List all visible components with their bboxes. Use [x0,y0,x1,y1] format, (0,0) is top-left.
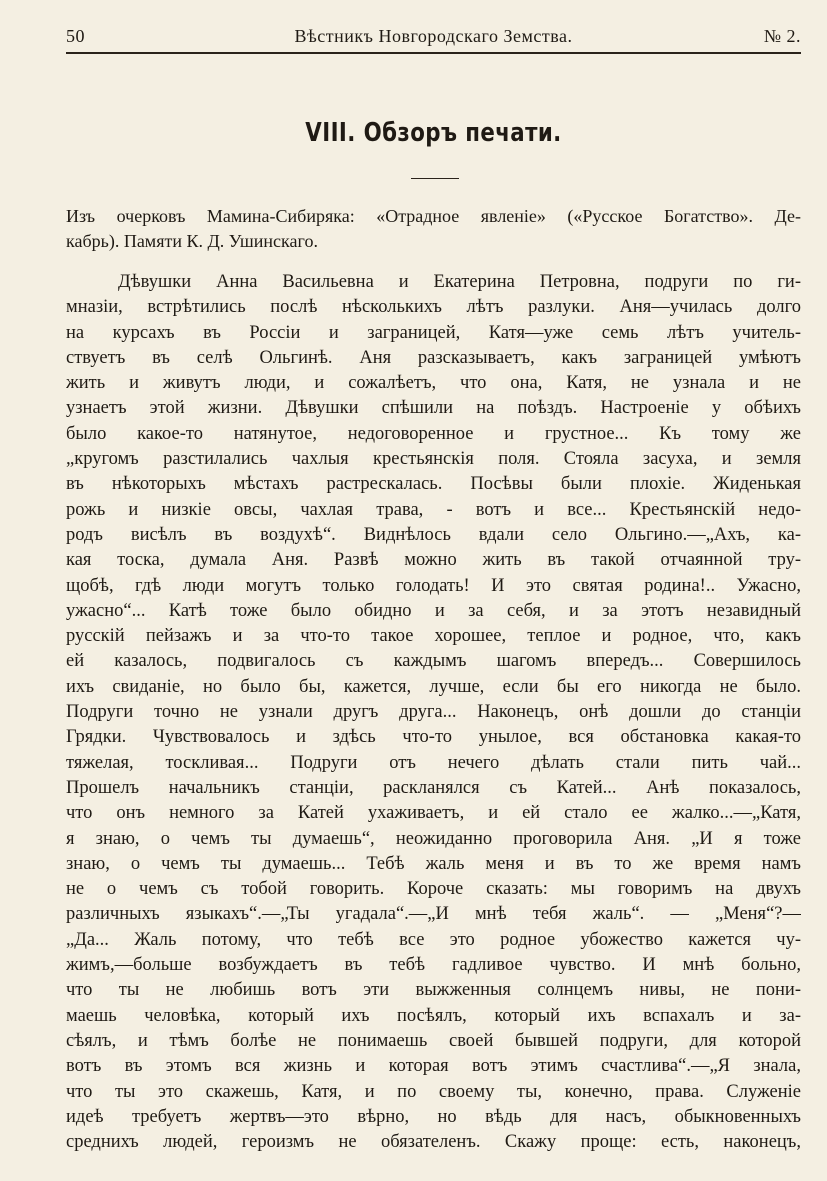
body-text-line: Грядки. Чувствовалось и здѣсь что-то унылое, вся обстановка какая-то [66,727,801,748]
body-text-line: рожь и низкіе овсы, чахлая трава, - вотъ и все... Крестьянскій недо- [66,499,801,520]
section-title: VIII. Обзоръ печати. [305,118,562,148]
body-text-line: я знаю, о чемъ ты думаешь“, неожиданно проговорила Аня. „И я тоже [66,828,801,849]
body-text-line: различныхъ языкахъ“.—„Ты угадала“.—„И мнѣ тебя жаль“. — „Меня“?— [66,904,801,925]
body-text-line: жить и живутъ люди, и сожалѣетъ, что она, Катя, не узнала и не [66,373,801,394]
body-text-line: тяжелая, тоскливая... Подруги отъ нечего дѣлать стали пить чай... [66,752,801,773]
body-text-line: жимъ,—больше возбуждаетъ въ тебѣ гадливое чувство. И мнѣ больно, [66,955,801,976]
body-text-line: кая тоска, думала Аня. Развѣ можно жить въ такой отчаянной тру- [66,550,801,571]
body-text-line: „кругомъ разстилались чахлыя крестьянскія поля. Стояла засуха, и земля [66,449,801,470]
header-rule [66,52,801,54]
body-text-line: что ты не любишь вотъ эти выжженныя солнцемъ нивы, не пони- [66,980,801,1001]
body-text-line: сѣялъ, и тѣмъ болѣе не понимаешь своей бывшей подруги, для которой [66,1030,801,1051]
subtitle [66,204,801,254]
body-text-line: маешь человѣка, который ихъ посѣялъ, который ихъ вспахалъ и за- [66,1005,801,1026]
subtitle-line: кабрь). Памяти К. Д. Ушинскаго. [66,231,318,251]
body-text-line: идеѣ требуетъ жертвъ—это вѣрно, но вѣдь для насъ, обыкновенныхъ [66,1106,801,1127]
body-text-line: ей казалось, подвигалось съ каждымъ шагомъ впередъ... Совершилось [66,651,801,672]
body-text-line: знаю, о чемъ ты думаешь... Тебѣ жаль меня и въ то же время намъ [66,853,801,874]
body-text-line: было какое-то натянутое, недоговоренное и грустное... Къ тому же [66,423,801,444]
body-text-line: ствуетъ въ селѣ Ольгинѣ. Аня разсказываетъ, какъ заграницей умѣютъ [66,347,801,368]
body-text-line: среднихъ людей, героизмъ не обязателенъ. Скажу проще: есть, наконецъ, [66,1132,801,1153]
body-text-line: что ты это скажешь, Катя, и по своему ты, конечно, права. Служеніе [66,1081,801,1102]
body-text-line: Дѣвушки Анна Васильевна и Екатерина Петровна, подруги по ги- [118,272,801,292]
body-text-line: не о чемъ съ тобой говорить. Короче сказать: мы говоримъ на двухъ [66,879,801,900]
journal-title: Вѣстникъ Новгородскаго Земства. [294,26,573,46]
running-header [66,26,801,52]
body-text-line: мназіи, встрѣтились послѣ нѣсколькихъ лѣтъ разлуки. Аня—училась долго [66,297,801,318]
body-text-line: „Да... Жаль потому, что тебѣ все это родное убожество кажется чу- [66,929,801,950]
title-divider [411,178,459,179]
body-text-line: щобѣ, гдѣ люди могутъ только голодать! И это святая родина!.. Ужасно, [66,575,801,596]
body-text-line: родъ висѣлъ въ воздухѣ“. Виднѣлось вдали село Ольгино.—„Ахъ, ка- [66,524,801,545]
body-text-line: Прошелъ начальникъ станціи, раскланялся съ Катей... Анѣ показалось, [66,777,801,798]
body-text-line: что онъ немного за Катей ухаживаетъ, и ей стало ее жалко...—„Катя, [66,803,801,824]
body-text-line: русскій пейзажъ и за что-то такое хорошее, теплое и родное, что, какъ [66,626,801,647]
page-number: 50 [66,26,85,46]
body-text-line: вотъ въ этомъ вся жизнь и которая вотъ этимъ счастлива“.—„Я знала, [66,1056,801,1077]
body-text-line: на курсахъ въ Россіи и заграницей, Катя—уже семь лѣтъ учитель- [66,322,801,343]
body-text-line: ихъ свиданіе, но было бы, кажется, лучше, если бы его никогда не было. [66,676,801,697]
body-text-line: Подруги точно не узнали другъ друга... Наконецъ, онѣ дошли до станціи [66,702,801,723]
subtitle-line: Изъ очерковъ Мамина-Сибиряка: «Отрадное явленіе» («Русское Богатство». Де- [66,206,801,226]
issue-number: № 2. [763,26,801,46]
body-text-line: въ нѣкоторыхъ мѣстахъ растрескалась. Посѣвы были плохіе. Жиденькая [66,474,801,495]
body-text-line: узнаетъ этой жизни. Дѣвушки спѣшили на поѣздъ. Настроеніе у обѣихъ [66,398,801,419]
article-body [66,270,801,1155]
body-text-line: ужасно“... Катѣ тоже было обидно и за себя, и за этотъ незавидный [66,600,801,621]
